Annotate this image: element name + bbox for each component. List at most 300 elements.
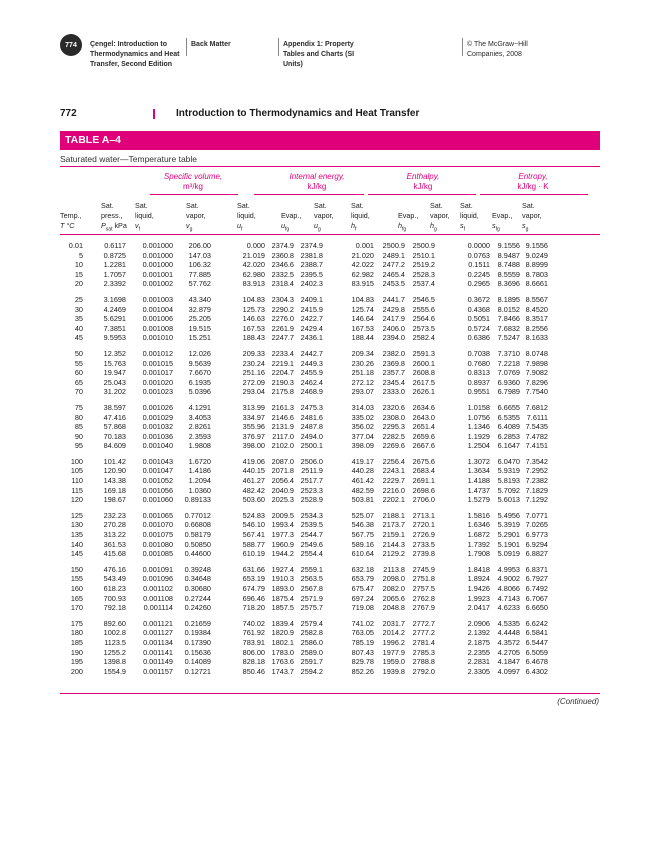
column-header-line: Evap.,: [492, 211, 513, 220]
column-symbol: $u_f$: [237, 221, 243, 233]
table-cell: 2159.1: [382, 530, 405, 540]
table-cell: 525.07: [351, 510, 374, 520]
table-cell: 1398.8: [103, 657, 126, 667]
table-cell: 209.34: [351, 348, 374, 358]
table-cell: 2489.1: [382, 250, 405, 260]
table-row: [60, 279, 600, 289]
column-header-line: Sat.: [237, 201, 250, 210]
column-symbol: $s_{fg}$: [492, 221, 500, 233]
table-cell: 2102.0: [271, 441, 294, 451]
table-cell: 1939.8: [382, 666, 405, 676]
table-cell: 15.763: [103, 358, 126, 368]
table-cell: 5.6291: [103, 314, 126, 324]
table-cell: 2388.7: [300, 260, 323, 270]
table-row: [60, 511, 600, 521]
table-cell: 546.10: [242, 520, 265, 530]
table-cell: 356.02: [351, 422, 374, 432]
table-cell: 2346.6: [271, 260, 294, 270]
table-cell: 0.8725: [103, 250, 126, 260]
table-cell: 2129.2: [382, 549, 405, 559]
table-cell: 2617.5: [412, 377, 435, 387]
table-cell: 2528.3: [412, 269, 435, 279]
table-cell: 2554.4: [300, 549, 323, 559]
table-cell: 6.6242: [525, 618, 548, 628]
table-cell: 2494.0: [300, 431, 323, 441]
table-cell: 0.001070: [142, 520, 173, 530]
table-cell: 0.001000: [142, 260, 173, 270]
table-cell: 7.8296: [525, 377, 548, 387]
table-cell: 1255.2: [103, 647, 126, 657]
table-cell: 2409.1: [300, 294, 323, 304]
table-cell: 398.09: [351, 441, 374, 451]
table-cell: 6.5059: [525, 647, 548, 657]
column-header-line: vapor,: [314, 211, 334, 220]
table-cell: 0.5051: [467, 314, 490, 324]
table-cell: 2009.5: [271, 510, 294, 520]
table-cell: 2.3593: [188, 431, 211, 441]
table-cell: 0.24260: [184, 603, 211, 613]
table-cell: 0.001114: [143, 603, 173, 613]
table-cell: 1.7392: [467, 539, 490, 549]
table-cell: 1960.9: [271, 539, 294, 549]
column-header-line: Sat.: [430, 201, 443, 210]
table-cell: 0.1511: [468, 260, 490, 270]
table-cell: 7.3710: [497, 348, 520, 358]
table-row: [60, 667, 600, 677]
column-header: [430, 201, 450, 234]
table-cell: 2573.5: [412, 323, 435, 333]
table-cell: 5.9319: [497, 466, 520, 476]
table-cell: 80: [74, 412, 83, 422]
table-cell: 185: [70, 637, 83, 647]
table-cell: 2726.9: [412, 530, 435, 540]
table-cell: 567.75: [351, 530, 374, 540]
table-cell: 0.001012: [142, 348, 173, 358]
table-cell: 2429.4: [300, 323, 323, 333]
table-cell: 0.001075: [142, 530, 173, 540]
table-cell: 125: [70, 510, 83, 520]
table-cell: 2402.3: [300, 279, 323, 289]
table-cell: 1123.5: [104, 637, 126, 647]
table-cell: 0.001015: [142, 358, 173, 368]
table-row: [60, 619, 600, 629]
table-cell: 7.5435: [525, 422, 548, 432]
table-cell: 57.868: [103, 422, 126, 432]
table-cell: 251.18: [351, 368, 374, 378]
row-group: [60, 349, 600, 397]
table-cell: 524.83: [242, 510, 265, 520]
table-cell: 2.1392: [467, 628, 490, 638]
column-symbol: $P_{sat}$ kPa: [101, 221, 127, 233]
column-header-line: Evap.,: [398, 211, 419, 220]
table-cell: 1.8418: [467, 564, 490, 574]
table-cell: 7.3851: [103, 323, 126, 333]
table-cell: 8.8999: [525, 260, 548, 270]
table-cell: 1857.5: [271, 603, 294, 613]
table-row: [60, 403, 600, 413]
table-cell: 482.59: [351, 485, 374, 495]
table-cell: 314.03: [351, 402, 374, 412]
table-row: [60, 638, 600, 648]
table-cell: 7.1292: [525, 495, 548, 505]
table-cell: 12.352: [103, 348, 126, 358]
group-title: Enthalpy,: [406, 172, 440, 181]
table-cell: 15: [74, 269, 83, 279]
table-cell: 2.0906: [467, 618, 490, 628]
table-cell: 7.2218: [497, 358, 520, 368]
column-header: [460, 201, 479, 234]
table-cell: 147.03: [188, 250, 211, 260]
group-title: Internal energy,: [289, 172, 345, 181]
table-row: [60, 530, 600, 540]
table-cell: 829.78: [351, 657, 374, 667]
table-cell: 3.4053: [188, 412, 211, 422]
table-cell: 0.001157: [143, 666, 173, 676]
data-table: [60, 241, 600, 682]
table-cell: 0.44600: [184, 549, 211, 559]
table-cell: 5.4956: [497, 510, 520, 520]
table-cell: 0.001121: [143, 618, 173, 628]
table-cell: 7.6832: [497, 323, 520, 333]
table-cell: 783.91: [242, 637, 265, 647]
table-cell: 101.42: [103, 456, 126, 466]
table-cell: 807.43: [351, 647, 374, 657]
table-cell: 0.001001: [142, 269, 173, 279]
table-cell: 2290.2: [271, 304, 294, 314]
table-row: [60, 378, 600, 388]
table-cell: 2056.4: [271, 476, 294, 486]
table-cell: 2256.4: [382, 456, 405, 466]
table-cell: 6.7989: [497, 387, 520, 397]
table-cell: 2594.2: [300, 666, 323, 676]
row-group: [60, 511, 600, 559]
table-cell: 503.81: [351, 495, 374, 505]
table-cell: 1875.4: [271, 593, 294, 603]
appendix-line: Tables and Charts (SI: [283, 51, 355, 58]
table-cell: 0.001026: [142, 402, 173, 412]
table-cell: 0.001096: [142, 574, 173, 584]
table-cell: 1802.1: [271, 637, 294, 647]
table-cell: 8.7803: [525, 269, 548, 279]
table-cell: 5.0919: [497, 549, 520, 559]
table-cell: 1.1929: [467, 431, 490, 441]
table-cell: 43.340: [188, 294, 211, 304]
appendix-title: [283, 40, 393, 70]
table-cell: 476.16: [103, 564, 126, 574]
table-cell: 355.96: [242, 422, 265, 432]
table-row: [60, 324, 600, 334]
table-cell: 9.5639: [188, 358, 211, 368]
table-cell: 104.83: [351, 294, 374, 304]
table-cell: 6.4678: [525, 657, 548, 667]
table-cell: 503.60: [242, 495, 265, 505]
table-cell: 700.93: [103, 593, 126, 603]
table-cell: 1.6720: [188, 456, 211, 466]
table-cell: 0.001065: [142, 510, 173, 520]
table-cell: 70: [74, 387, 83, 397]
table-cell: 0.30680: [184, 584, 211, 593]
table-cell: 2131.9: [271, 422, 294, 432]
table-cell: 1.6346: [467, 520, 490, 530]
running-head-bar: [153, 109, 155, 119]
subtitle-rule: [60, 166, 600, 167]
table-cell: 7.5247: [497, 333, 520, 343]
table-cell: 0.50850: [184, 539, 211, 549]
table-cell: 7.0265: [525, 520, 548, 530]
column-header-line: [60, 201, 82, 211]
table-cell: 632.18: [351, 564, 374, 574]
table-cell: 8.0152: [497, 304, 520, 314]
table-cell: 180: [70, 628, 83, 638]
table-row: [60, 251, 600, 261]
continued-note: (Continued): [557, 697, 599, 706]
group-specific-volume: [144, 172, 242, 192]
table-cell: 6.9294: [525, 539, 548, 549]
table-cell: 2651.4: [412, 422, 435, 432]
table-cell: 2204.7: [271, 368, 294, 378]
table-cell: 2144.3: [382, 539, 405, 549]
table-cell: 1763.6: [271, 657, 294, 667]
table-cell: 7.3542: [525, 456, 548, 466]
column-symbol: $v_f$: [135, 221, 140, 233]
table-cell: 2449.3: [300, 358, 323, 368]
chapter-title: Introduction to Thermodynamics and Heat Transfer: [176, 108, 420, 119]
table-cell: 188.43: [242, 333, 265, 343]
table-cell: 2453.5: [382, 279, 405, 289]
table-cell: 377.04: [351, 431, 374, 441]
table-cell: 5.2901: [497, 530, 520, 540]
book-header: [60, 34, 600, 74]
table-cell: 42.020: [242, 260, 265, 270]
table-cell: 718.20: [242, 603, 265, 613]
table-cell: 1.2504: [467, 441, 490, 451]
group-rule: [368, 194, 476, 195]
table-cell: 828.18: [242, 657, 265, 667]
column-header-line: Sat.: [351, 201, 364, 210]
table-cell: 5.3919: [497, 520, 520, 530]
table-cell: 2691.1: [412, 476, 435, 486]
table-cell: 1.9808: [188, 441, 211, 451]
table-cell: 5.6013: [497, 495, 520, 505]
column-header: [281, 201, 301, 234]
table-cell: 4.4448: [497, 628, 520, 638]
table-cell: 461.27: [242, 476, 265, 486]
table-cell: 70.183: [103, 431, 126, 441]
table-cell: 806.00: [242, 647, 265, 657]
table-cell: 6.5355: [497, 412, 520, 422]
table-cell: 6.8827: [525, 549, 548, 559]
table-cell: 1.2094: [188, 476, 211, 486]
table-cell: 8.1895: [497, 294, 520, 304]
table-cell: 2.8261: [188, 422, 211, 432]
table-cell: 0.3672: [467, 294, 490, 304]
header-rule: [60, 234, 600, 235]
table-cell: 2395.5: [300, 269, 323, 279]
table-cell: 2500.9: [412, 241, 435, 250]
table-cell: 84.609: [103, 441, 126, 451]
table-cell: 0.001: [355, 241, 374, 250]
row-group: [60, 619, 600, 677]
table-cell: 2.2831: [467, 657, 490, 667]
table-cell: 2713.1: [412, 510, 435, 520]
table-row: [60, 520, 600, 530]
table-cell: 167.53: [242, 323, 265, 333]
table-cell: 1993.4: [271, 520, 294, 530]
table-cell: 0.001029: [142, 412, 173, 422]
table-cell: 110: [71, 476, 83, 486]
table-row: [60, 584, 600, 594]
table-row: [60, 476, 600, 486]
column-symbol: $s_f$: [460, 221, 465, 233]
book-title-line: Çengel: Introduction to: [90, 41, 167, 48]
table-cell: 0.5724: [467, 323, 490, 333]
table-cell: 6.0470: [497, 456, 520, 466]
table-cell: 1959.0: [382, 657, 405, 667]
table-cell: 610.64: [351, 549, 374, 559]
table-cell: 2304.3: [271, 294, 294, 304]
table-cell: 6.7067: [525, 593, 548, 603]
column-header: [101, 201, 127, 234]
table-cell: 2468.9: [300, 387, 323, 397]
table-cell: 5.7092: [497, 485, 520, 495]
copyright: [467, 40, 577, 60]
table-cell: 0.001002: [142, 279, 173, 289]
table-cell: 2117.0: [272, 431, 294, 441]
table-cell: 2608.8: [412, 368, 435, 378]
table-cell: 25: [74, 294, 83, 304]
table-cell: 2528.9: [300, 495, 323, 505]
table-cell: 206.00: [188, 241, 211, 250]
row-group: [60, 565, 600, 613]
table-cell: 1.7908: [467, 549, 490, 559]
table-cell: 740.02: [242, 618, 265, 628]
table-cell: 230.24: [242, 358, 265, 368]
table-cell: 2567.8: [300, 584, 323, 593]
table-cell: 145: [70, 549, 83, 559]
table-cell: 125.74: [351, 304, 374, 314]
table-cell: 0.7680: [467, 358, 490, 368]
table-cell: 892.60: [103, 618, 126, 628]
table-cell: 104.83: [242, 294, 265, 304]
column-header: [135, 201, 154, 234]
column-header-line: Sat.: [522, 201, 535, 210]
table-cell: 47.416: [103, 412, 126, 422]
column-header-line: Sat.: [460, 201, 473, 210]
table-cell: 2659.6: [412, 431, 435, 441]
table-cell: 75: [74, 402, 83, 412]
column-symbol: $h_g$: [430, 221, 437, 233]
table-cell: 2751.8: [412, 574, 435, 584]
table-cell: 2539.5: [300, 520, 323, 530]
table-cell: 2146.6: [271, 412, 294, 422]
table-cell: 631.66: [242, 564, 265, 574]
table-cell: 140: [70, 539, 83, 549]
table-cell: 3.1698: [103, 294, 126, 304]
row-group: [60, 457, 600, 505]
table-cell: 6.9360: [497, 377, 520, 387]
table-cell: 0.000: [246, 241, 265, 250]
table-cell: 15.251: [188, 333, 211, 343]
table-cell: 2318.4: [271, 279, 294, 289]
table-cell: 272.12: [351, 377, 374, 387]
table-cell: 7.9082: [525, 368, 548, 378]
table-cell: 2589.0: [300, 647, 323, 657]
table-cell: 334.97: [242, 412, 265, 422]
column-header-line: Temp.,: [60, 211, 82, 220]
table-cell: 9.5953: [103, 333, 126, 343]
table-cell: 1783.0: [271, 647, 294, 657]
table-cell: 546.38: [351, 520, 374, 530]
table-cell: 83.913: [242, 279, 265, 289]
table-cell: 6.5447: [525, 637, 548, 647]
table-cell: 2510.1: [412, 250, 435, 260]
table-cell: 2345.4: [382, 377, 405, 387]
table-cell: 1.9426: [467, 584, 490, 593]
table-cell: 0.01: [68, 241, 83, 250]
table-cell: 2586.0: [300, 637, 323, 647]
table-cell: 2559.1: [300, 564, 323, 574]
table-cell: 0.12721: [184, 666, 211, 676]
table-cell: 169.18: [103, 485, 126, 495]
table-cell: 2675.6: [412, 456, 435, 466]
row-group: [60, 295, 600, 343]
table-cell: 2591.3: [412, 348, 435, 358]
table-row: [60, 657, 600, 667]
table-row: [60, 270, 600, 280]
table-cell: 2382.0: [382, 348, 405, 358]
table-row: [60, 359, 600, 369]
table-cell: 8.3696: [497, 279, 520, 289]
table-cell: 0.14089: [184, 657, 211, 667]
table-cell: 106.32: [188, 260, 211, 270]
table-cell: 2190.3: [271, 377, 294, 387]
table-cell: 7.8466: [497, 314, 520, 324]
column-header-line: Sat.: [135, 201, 148, 210]
table-cell: 1.3072: [467, 456, 490, 466]
table-cell: 0.001052: [142, 476, 173, 486]
table-cell: 0.19384: [184, 628, 211, 638]
table-cell: 2417.9: [382, 314, 405, 324]
table-cell: 6.1647: [497, 441, 520, 451]
table-row: [60, 314, 600, 324]
table-cell: 1.0158: [467, 402, 490, 412]
table-cell: 2475.3: [300, 402, 323, 412]
table-cell: 0.001141: [143, 647, 173, 657]
table-cell: 7.2382: [525, 476, 548, 486]
table-cell: 2098.0: [382, 574, 405, 584]
table-cell: 0.001004: [142, 304, 173, 314]
table-cell: 2332.5: [271, 269, 294, 279]
table-cell: 7.2952: [525, 466, 548, 476]
table-cell: 2626.1: [412, 387, 435, 397]
table-cell: 2643.0: [412, 412, 435, 422]
table-row: [60, 565, 600, 575]
table-cell: 0.001108: [143, 593, 173, 603]
table-cell: 198.67: [103, 495, 126, 505]
table-cell: 2511.9: [301, 466, 323, 476]
table-cell: 2582.4: [412, 333, 435, 343]
column-header-line: vapor,: [186, 211, 206, 220]
table-cell: 1820.9: [271, 628, 294, 638]
table-cell: 5.0396: [188, 387, 211, 397]
table-cell: 30: [74, 304, 83, 314]
table-cell: 0.001127: [143, 628, 173, 638]
table-cell: 1002.8: [103, 628, 126, 638]
table-cell: 2544.7: [300, 530, 323, 540]
table-cell: 0.0000: [467, 241, 490, 250]
table-cell: 4.8066: [497, 584, 520, 593]
table-cell: 0.001006: [142, 314, 173, 324]
